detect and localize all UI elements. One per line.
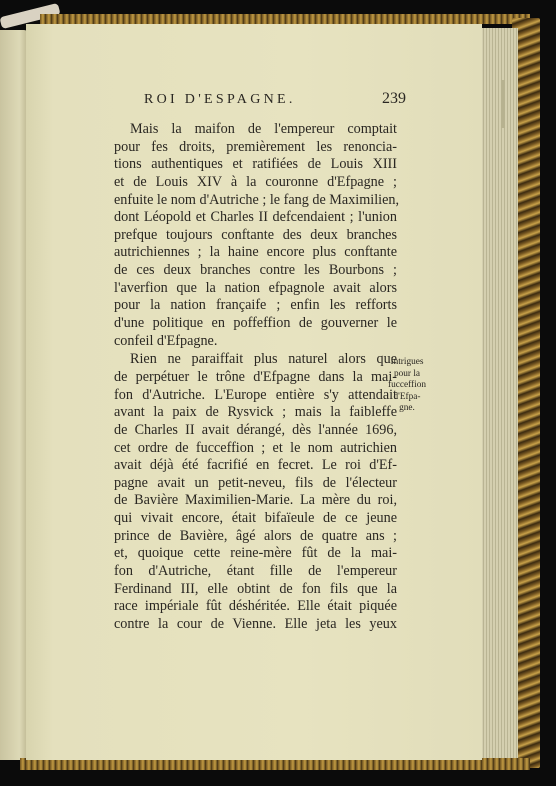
text-line: avait déjà été facrifié en fecret. Le roi d'Ef- bbox=[114, 457, 397, 474]
text-line: tions authentiques et ratifiées de Louis XIII bbox=[114, 156, 397, 173]
gilt-binding-top bbox=[40, 14, 530, 24]
body-text bbox=[114, 121, 400, 634]
text-line: contre la cour de Vienne. Elle jeta les yeux bbox=[114, 615, 397, 632]
text-line: de ces deux branches contre les Bourbons ; bbox=[114, 262, 397, 279]
text-line: race impériale fût déshéritée. Elle était piquée bbox=[114, 598, 397, 615]
text-line: de Charles II avait dérangé, dès l'année 1696, bbox=[114, 421, 397, 438]
text-line: pour la nation françaife ; enfin les refforts bbox=[114, 297, 397, 314]
running-title: ROI D'ESPAGNE. bbox=[144, 92, 296, 107]
left-page-edge bbox=[0, 30, 28, 760]
text-line: prefque toujours conftante des deux branches bbox=[114, 226, 397, 243]
margin-note-line: Intrigues bbox=[390, 357, 424, 367]
text-line: de perpétuer le trône d'Efpagne dans la mai- bbox=[114, 368, 397, 385]
page-header bbox=[144, 90, 406, 114]
page-tab bbox=[501, 80, 505, 128]
text-line: et, quoique cette reine-mère fût de la mai- bbox=[114, 545, 397, 562]
text-line: pagne avait un petit-neveu, fils de l'électeur bbox=[114, 474, 397, 491]
text-line: enfuite le nom d'Autriche ; le fang de Maximilien, bbox=[114, 191, 400, 208]
text-line: fon d'Autriche. L'Europe entière s'y attendait bbox=[114, 386, 397, 403]
margin-note-line: pour la bbox=[393, 368, 421, 379]
text-line: Mais la maifon de l'empereur comptait bbox=[130, 121, 397, 137]
text-line: confeil d'Efpagne. bbox=[114, 332, 218, 349]
text-line: l'averfion que la nation efpagnole avait alors bbox=[114, 279, 397, 296]
margin-note-line: gne. bbox=[399, 403, 415, 413]
text-line: dont Léopold et Charles II defcendaient ; l'union bbox=[114, 209, 397, 226]
text-line: qui vivait encore, était bifaïeule de ce jeune bbox=[114, 510, 397, 527]
text-line: de Bavière Maximilien-Marie. La mère du roi, bbox=[114, 492, 397, 509]
text-line: autrichiennes ; la haine encore plus conftante bbox=[114, 244, 397, 261]
text-line: fon d'Autriche, étant fille de l'empereur bbox=[114, 563, 397, 580]
page-number: 239 bbox=[382, 90, 406, 107]
text-line: pour fes droits, premièrement les renoncia- bbox=[114, 138, 397, 155]
text-line: Rien ne paraiffait plus naturel alors que bbox=[130, 351, 397, 368]
text-line: cet ordre de fucceffion ; et le nom autrichien bbox=[114, 439, 397, 456]
text-line: prince de Bavière, âgé alors de quatre ans ; bbox=[114, 527, 397, 544]
page-stack-edge bbox=[478, 28, 518, 758]
margin-note-line: d'Efpa- bbox=[393, 391, 421, 402]
book-page bbox=[26, 24, 482, 760]
text-line: Ferdinand III, elle obtint de fon fils que la bbox=[114, 580, 397, 597]
margin-note-line: fucceffion bbox=[387, 380, 427, 390]
margin-note bbox=[381, 357, 433, 415]
text-line: et de Louis XIV à la couronne d'Efpagne ; bbox=[114, 173, 397, 190]
text-line: d'une politique en poffeffion de gouverner le bbox=[114, 315, 397, 332]
text-line: avant la paix de Rysvick ; mais la faibleffe bbox=[114, 404, 397, 421]
